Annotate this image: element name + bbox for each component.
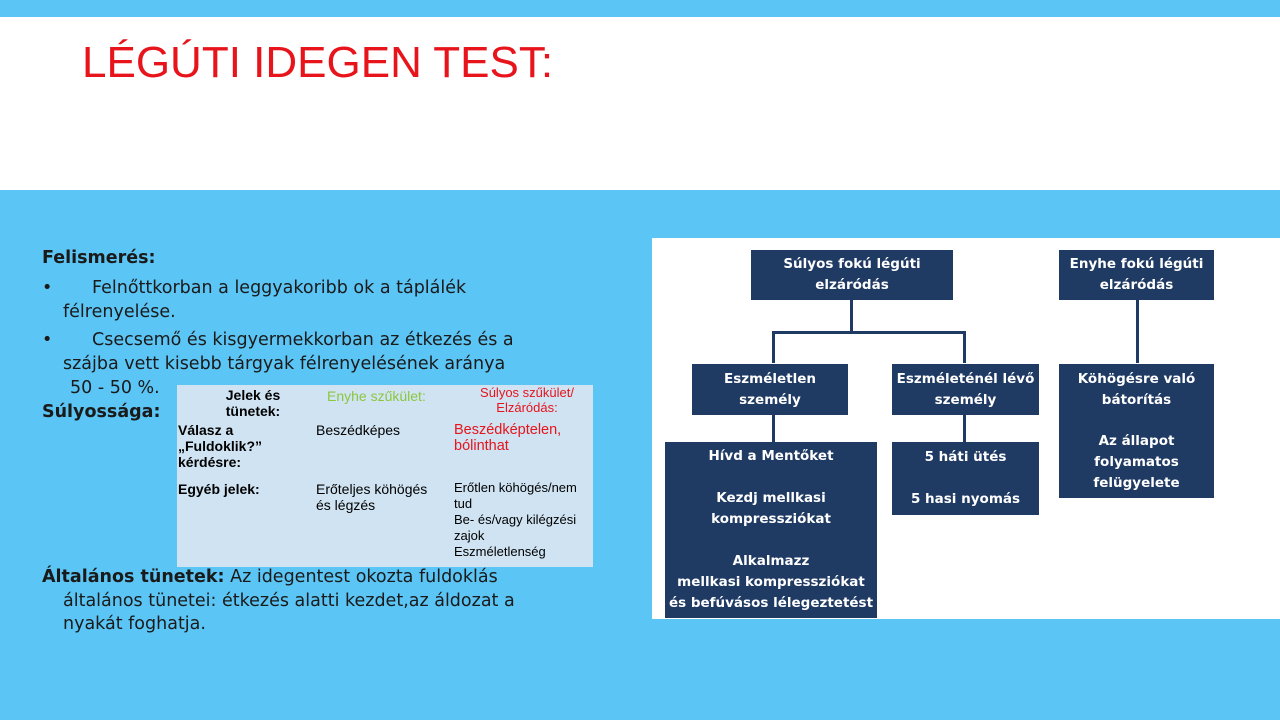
node-call-line-4: Alkalmazz — [732, 553, 810, 569]
general-symptoms-line-3: nyakát foghatja. — [63, 614, 206, 634]
table-header-mild: Enyhe szűkület: — [327, 388, 426, 404]
severity-table — [177, 385, 593, 567]
node-encourage-coughing — [1059, 364, 1214, 498]
title-area — [0, 17, 1280, 190]
header-signs-line-1: Jelek és — [225, 387, 281, 403]
node-encourage-line-1: Köhögésre való — [1077, 370, 1196, 387]
row-other-severe-1: Erőtlen köhögés/nem — [454, 480, 577, 495]
general-text: Az idegentest okozta fuldoklás — [224, 567, 498, 587]
row-other-label: Egyéb jelek: — [178, 481, 260, 497]
table-header-severe — [471, 385, 583, 415]
connector-to-unconscious — [772, 331, 775, 363]
node-back-blows-abdominal — [892, 442, 1039, 515]
row-response-mild: Beszédképes — [316, 422, 401, 438]
slide-title: LÉGÚTI IDEGEN TEST: — [82, 38, 554, 87]
node-severe-obstruction — [751, 250, 953, 300]
row-response-severe-2: bólinthat — [454, 438, 509, 454]
table-header-signs — [213, 387, 293, 419]
bullet-2-line-2: szájba vett kisebb tárgyak félrenyelésének aránya — [63, 354, 506, 374]
node-call-ambulance — [665, 442, 877, 618]
node-unconscious — [692, 364, 848, 415]
node-call-line-6: és befúvásos lélegeztetést — [668, 595, 874, 611]
node-encourage-line-3: Az állapot — [1098, 432, 1175, 449]
node-call-line-3: kompressziókat — [711, 511, 831, 527]
row-response-label-1: Válasz a — [178, 422, 234, 438]
node-encourage-line-5: felügyelete — [1093, 474, 1180, 491]
bullet-2-line-3: 50 - 50 %. — [70, 378, 160, 398]
row-response-label-2: „Fuldoklik?” — [178, 438, 262, 454]
general-symptoms-line-1 — [42, 567, 498, 587]
connector-severe-down — [850, 299, 853, 332]
row-response-severe — [454, 422, 561, 454]
node-severe-line-1: Súlyos fokú légúti — [783, 256, 921, 272]
bullet-1-line-2: félrenyelése. — [63, 302, 176, 322]
node-encourage-line-4: folyamatos — [1094, 453, 1179, 470]
general-heading: Általános tünetek: — [42, 567, 225, 587]
node-call-line-5: mellkasi kompressziókat — [677, 574, 865, 590]
row-other-mild-2: és légzés — [316, 497, 376, 513]
row-other-severe-5: Eszméletlenség — [454, 544, 546, 559]
row-response-severe-1: Beszédképtelen, — [454, 422, 562, 438]
connector-mild-down — [1136, 299, 1139, 363]
bullet-2-line-1: Csecsemő és kisgyermekkorban az étkezés és a — [92, 330, 514, 350]
severity-heading: Súlyossága: — [42, 402, 161, 422]
connector-to-blows — [963, 414, 966, 442]
node-unconscious-line-1: Eszméletlen — [724, 370, 816, 387]
node-mild-line-2: elzáródás — [1099, 277, 1174, 293]
node-conscious-line-2: személy — [934, 391, 997, 408]
bullet-2-icon: • — [42, 330, 53, 350]
node-abdominal-thrusts: 5 hasi nyomás — [910, 491, 1021, 507]
row-other-severe-4: zajok — [454, 528, 485, 543]
node-encourage-line-2: bátorítás — [1101, 391, 1172, 408]
node-mild-obstruction — [1059, 250, 1214, 300]
row-other-severe-3: Be- és/vagy kilégzési — [454, 512, 577, 527]
header-signs-line-2: tünetek: — [225, 403, 281, 419]
row-response-label-3: kérdésre: — [178, 454, 242, 470]
node-back-blows: 5 háti ütés — [924, 449, 1007, 465]
top-accent-bar — [0, 0, 1280, 17]
node-unconscious-line-2: személy — [739, 391, 801, 408]
node-conscious — [892, 364, 1039, 415]
header-severe-line-2: Elzáródás: — [496, 400, 558, 415]
node-conscious-line-1: Eszméleténél lévő — [896, 370, 1035, 387]
connector-to-conscious — [963, 331, 966, 363]
bullet-1-icon: • — [42, 278, 53, 298]
row-other-mild-1: Erőteljes köhögés — [316, 481, 428, 497]
bullet-1-line-1: Felnőttkorban a leggyakoribb ok a táplálék — [92, 278, 467, 298]
row-other-severe-2: tud — [454, 496, 473, 511]
recognition-heading: Felismerés: — [42, 248, 156, 268]
node-mild-line-1: Enyhe fokú légúti — [1069, 256, 1204, 272]
row-other-mild — [316, 481, 427, 513]
node-severe-line-2: elzáródás — [815, 277, 889, 293]
connector-to-call — [772, 414, 775, 442]
flowchart — [652, 238, 1280, 619]
node-call-line-1: Hívd a Mentőket — [708, 448, 834, 464]
general-symptoms-line-2: általános tünetei: étkezés alatti kezdet,az áldozat a — [63, 591, 515, 611]
connector-split-horizontal — [772, 331, 966, 334]
header-severe-line-1: Súlyos szűkület/ — [480, 385, 574, 400]
row-response-label — [178, 422, 262, 470]
row-other-severe — [454, 480, 577, 560]
node-call-line-2: Kezdj mellkasi — [716, 490, 826, 506]
